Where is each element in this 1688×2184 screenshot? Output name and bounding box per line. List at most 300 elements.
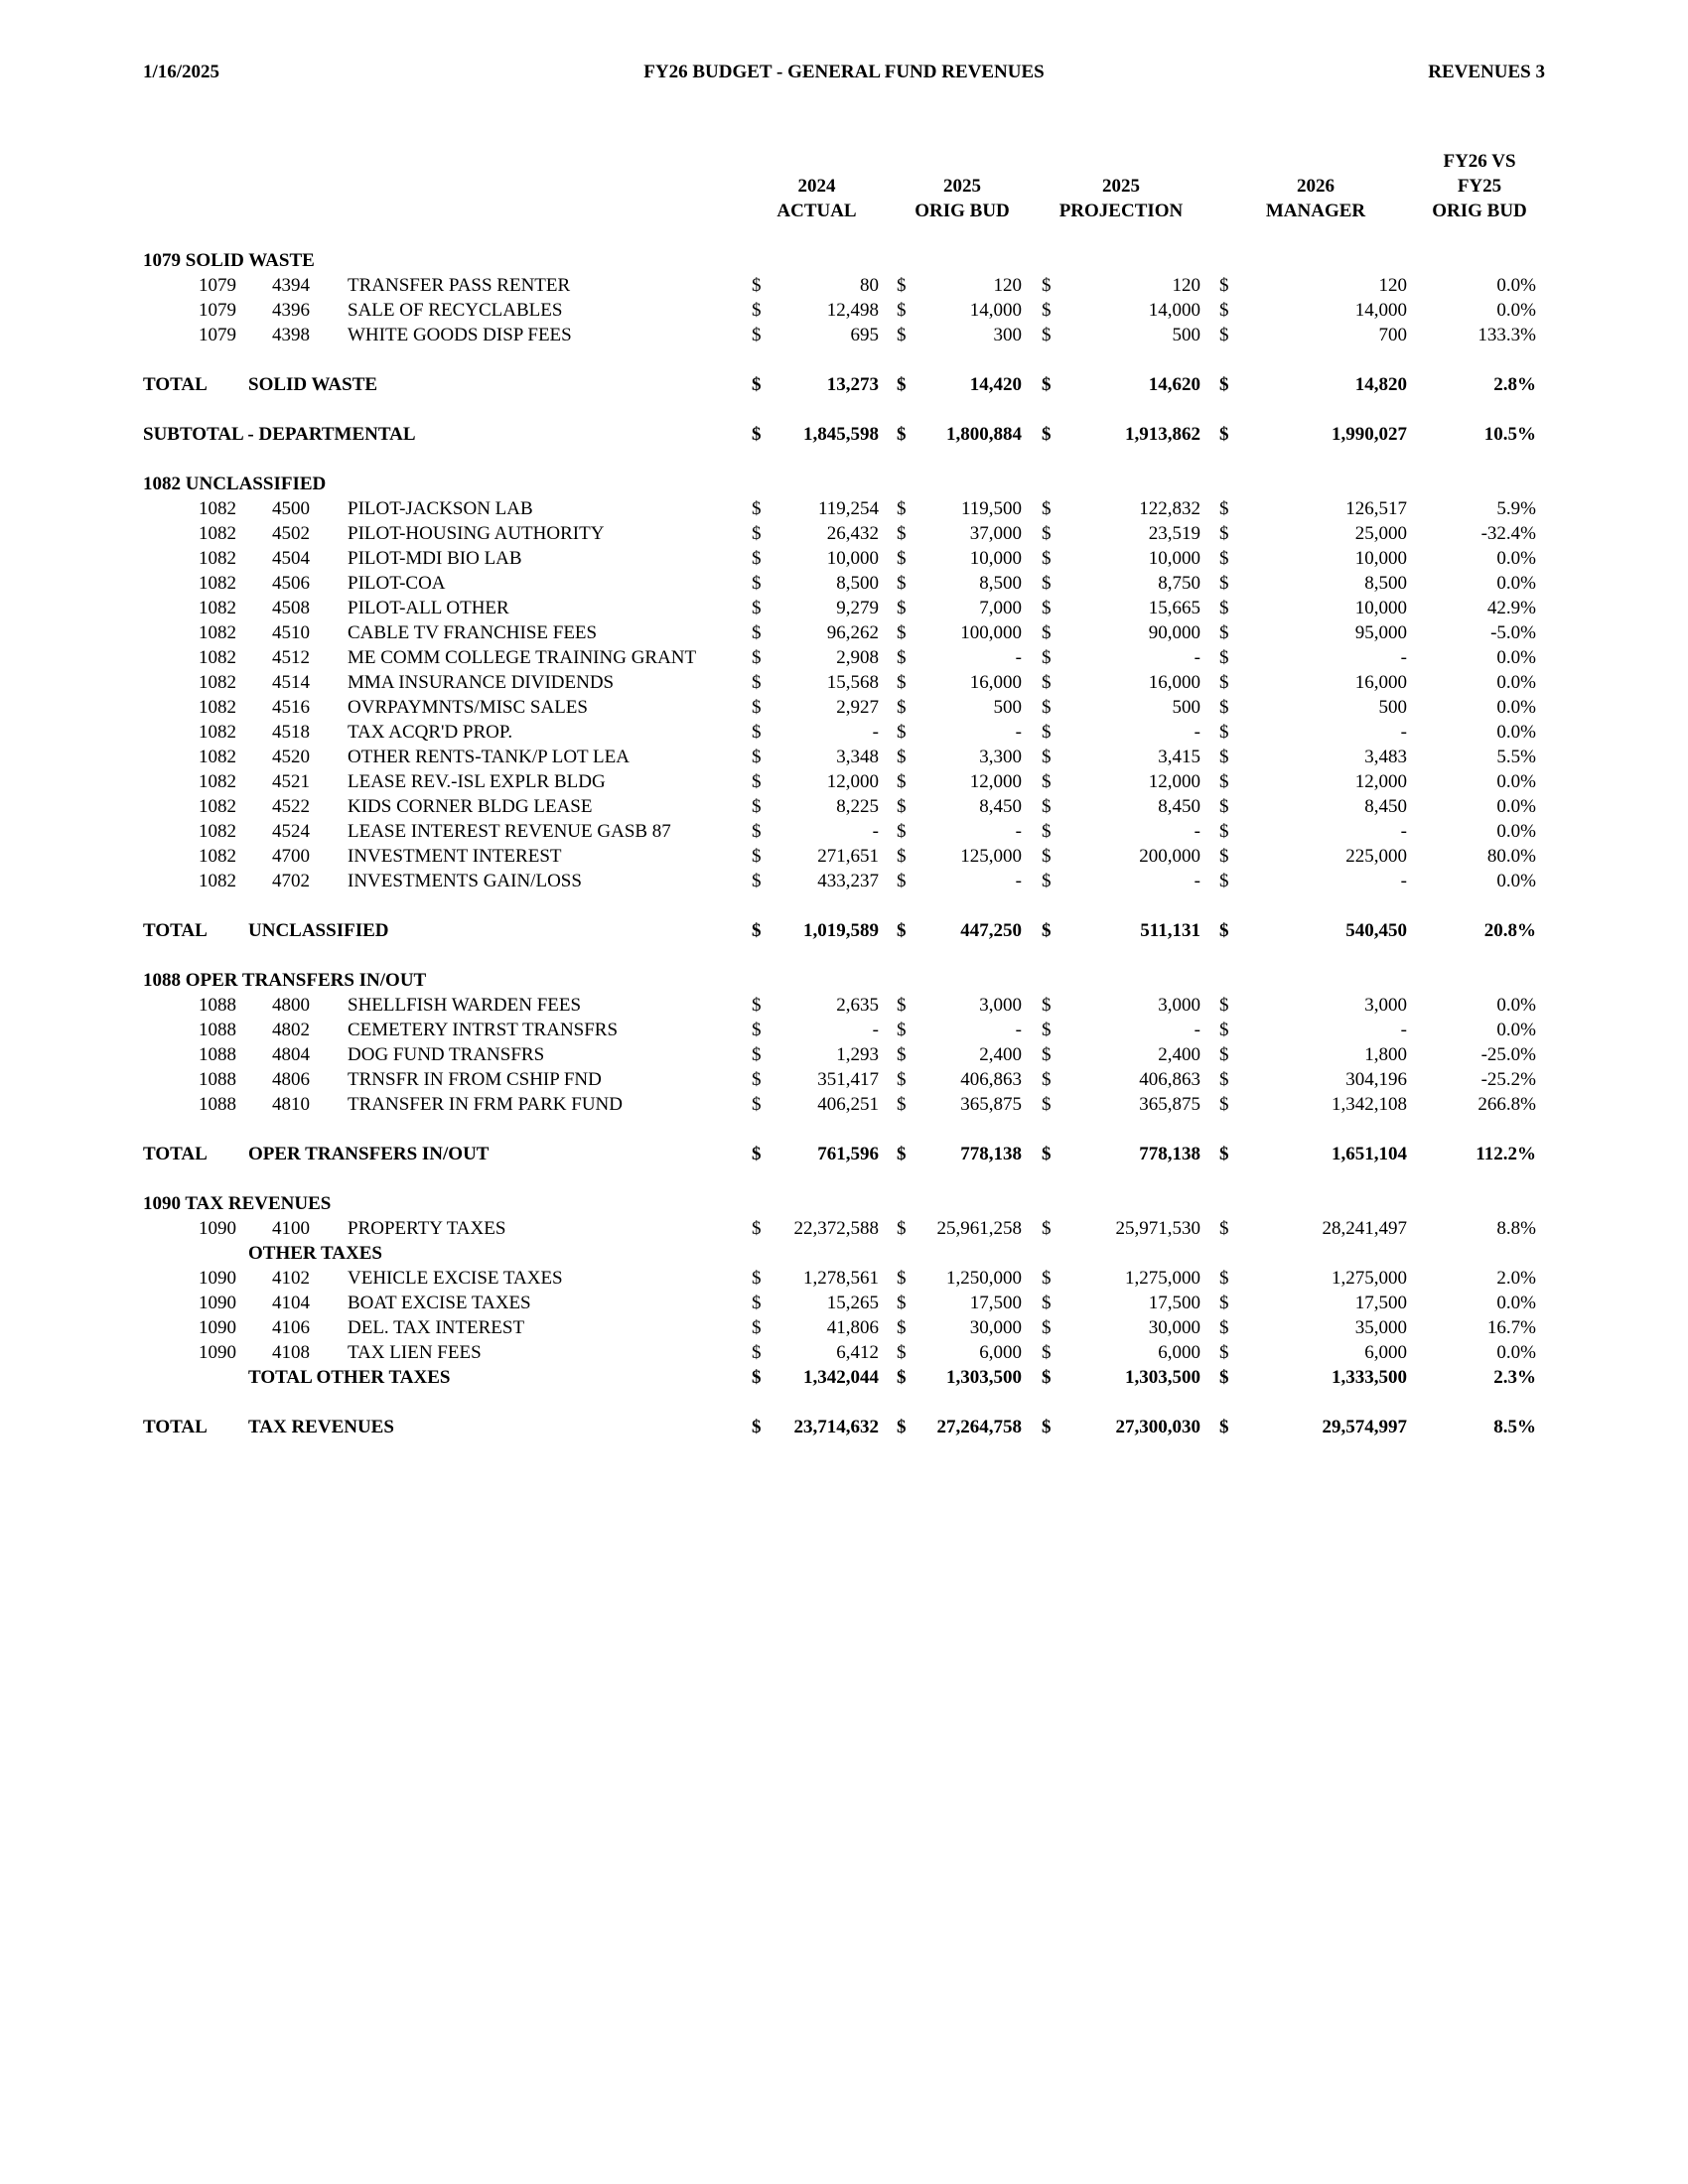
amount-cell: - bbox=[1400, 871, 1407, 891]
dollar-sign: $ bbox=[1042, 622, 1052, 643]
table-row bbox=[0, 1018, 1688, 1042]
account-code: 4524 bbox=[272, 821, 310, 842]
dollar-sign: $ bbox=[897, 1342, 907, 1363]
fund-code: 1090 bbox=[199, 1268, 236, 1289]
dollar-sign: $ bbox=[1219, 722, 1229, 743]
amount-cell: 406,251 bbox=[817, 1094, 879, 1115]
account-code: 4512 bbox=[272, 647, 310, 668]
pct-change-cell: 10.5% bbox=[1483, 424, 1536, 445]
total-row bbox=[0, 918, 1688, 943]
pct-change-cell: 0.0% bbox=[1496, 995, 1536, 1016]
dollar-sign: $ bbox=[1219, 1218, 1229, 1239]
pct-change-cell: 42.9% bbox=[1486, 598, 1536, 618]
amount-cell: 1,275,000 bbox=[1125, 1268, 1200, 1289]
dollar-sign: $ bbox=[1219, 1094, 1229, 1115]
line-description: PROPERTY TAXES bbox=[348, 1218, 506, 1239]
account-code: 4506 bbox=[272, 573, 310, 594]
col-head-2024-actual bbox=[755, 174, 879, 223]
line-description: VEHICLE EXCISE TAXES bbox=[348, 1268, 563, 1289]
col-head-line: 2025 bbox=[943, 176, 981, 197]
amount-cell: 1,303,500 bbox=[1125, 1367, 1200, 1388]
amount-cell: 12,000 bbox=[969, 771, 1022, 792]
dollar-sign: $ bbox=[897, 1069, 907, 1090]
amount-cell: 15,665 bbox=[1148, 598, 1200, 618]
amount-cell: 8,450 bbox=[1158, 796, 1200, 817]
amount-cell: 1,845,598 bbox=[803, 424, 879, 445]
dollar-sign: $ bbox=[1042, 1367, 1052, 1388]
pct-change-cell: -25.2% bbox=[1480, 1069, 1536, 1090]
fund-code: 1082 bbox=[199, 523, 236, 544]
pct-change-cell: 0.0% bbox=[1496, 771, 1536, 792]
line-description: SALE OF RECYCLABLES bbox=[348, 300, 563, 321]
amount-cell: 27,264,758 bbox=[936, 1417, 1022, 1437]
dollar-sign: $ bbox=[1042, 1094, 1052, 1115]
amount-cell: 2,400 bbox=[1158, 1044, 1200, 1065]
dollar-sign: $ bbox=[1042, 821, 1052, 842]
col-head-line: 2024 bbox=[797, 176, 836, 197]
account-code: 4800 bbox=[272, 995, 310, 1016]
dollar-sign: $ bbox=[897, 697, 907, 718]
amount-cell: 120 bbox=[1172, 275, 1200, 296]
pct-change-cell: 133.3% bbox=[1477, 325, 1536, 345]
table-row bbox=[0, 993, 1688, 1018]
dollar-sign: $ bbox=[752, 498, 762, 519]
amount-cell: 37,000 bbox=[969, 523, 1022, 544]
section-heading bbox=[0, 968, 1688, 993]
amount-cell: - bbox=[1015, 1020, 1022, 1040]
dollar-sign: $ bbox=[1219, 1293, 1229, 1313]
fund-code: 1082 bbox=[199, 548, 236, 569]
dollar-sign: $ bbox=[897, 275, 907, 296]
col-head-line: ORIG BUD bbox=[914, 201, 1010, 221]
amount-cell: - bbox=[872, 821, 879, 842]
col-head-line: FY26 VS bbox=[1443, 151, 1516, 172]
amount-cell: 25,971,530 bbox=[1115, 1218, 1200, 1239]
dollar-sign: $ bbox=[1042, 846, 1052, 867]
subtotal-label: TOTAL OTHER TAXES bbox=[248, 1367, 451, 1388]
amount-cell: 2,908 bbox=[836, 647, 879, 668]
col-head-2025-projection bbox=[1047, 174, 1196, 223]
amount-cell: 271,651 bbox=[817, 846, 879, 867]
amount-cell: 500 bbox=[1172, 325, 1200, 345]
amount-cell: 1,333,500 bbox=[1332, 1367, 1407, 1388]
pct-change-cell: 80.0% bbox=[1486, 846, 1536, 867]
amount-cell: 200,000 bbox=[1139, 846, 1200, 867]
dollar-sign: $ bbox=[1219, 1020, 1229, 1040]
dollar-sign: $ bbox=[1042, 300, 1052, 321]
amount-cell: 500 bbox=[1378, 697, 1407, 718]
dollar-sign: $ bbox=[897, 523, 907, 544]
dollar-sign: $ bbox=[1219, 1044, 1229, 1065]
dollar-sign: $ bbox=[752, 1044, 762, 1065]
line-description: OVRPAYMNTS/MISC SALES bbox=[348, 697, 588, 718]
dollar-sign: $ bbox=[1042, 1218, 1052, 1239]
total-label: SOLID WASTE bbox=[248, 374, 378, 395]
amount-cell: 28,241,497 bbox=[1322, 1218, 1407, 1239]
amount-cell: 1,250,000 bbox=[946, 1268, 1022, 1289]
dollar-sign: $ bbox=[1042, 647, 1052, 668]
col-head-fy26-vs-fy25 bbox=[1415, 149, 1544, 223]
account-code: 4510 bbox=[272, 622, 310, 643]
fund-code: 1082 bbox=[199, 722, 236, 743]
line-description: SHELLFISH WARDEN FEES bbox=[348, 995, 582, 1016]
pct-change-cell: 0.0% bbox=[1496, 871, 1536, 891]
table-row bbox=[0, 521, 1688, 546]
amount-cell: 12,000 bbox=[1148, 771, 1200, 792]
dollar-sign: $ bbox=[752, 1268, 762, 1289]
amount-cell: - bbox=[1400, 1020, 1407, 1040]
line-description: LEASE INTEREST REVENUE GASB 87 bbox=[348, 821, 671, 842]
col-head-line: ACTUAL bbox=[776, 201, 857, 221]
table-row bbox=[0, 1315, 1688, 1340]
dollar-sign: $ bbox=[1042, 1293, 1052, 1313]
pct-change-cell: -32.4% bbox=[1480, 523, 1536, 544]
dollar-sign: $ bbox=[1219, 275, 1229, 296]
amount-cell: 8,500 bbox=[979, 573, 1022, 594]
line-description: PILOT-ALL OTHER bbox=[348, 598, 509, 618]
fund-code: 1088 bbox=[199, 995, 236, 1016]
fund-code: 1088 bbox=[199, 1020, 236, 1040]
dollar-sign: $ bbox=[752, 1342, 762, 1363]
dollar-sign: $ bbox=[897, 1367, 907, 1388]
line-description: CABLE TV FRANCHISE FEES bbox=[348, 622, 598, 643]
table-row bbox=[0, 794, 1688, 819]
amount-cell: 90,000 bbox=[1148, 622, 1200, 643]
dollar-sign: $ bbox=[752, 1367, 762, 1388]
amount-cell: 1,303,500 bbox=[946, 1367, 1022, 1388]
account-code: 4502 bbox=[272, 523, 310, 544]
amount-cell: 41,806 bbox=[826, 1317, 879, 1338]
dollar-sign: $ bbox=[1042, 1069, 1052, 1090]
dollar-sign: $ bbox=[1219, 300, 1229, 321]
pct-change-cell: 5.5% bbox=[1496, 747, 1536, 767]
pct-change-cell: 20.8% bbox=[1483, 920, 1536, 941]
pct-change-cell: 8.8% bbox=[1496, 1218, 1536, 1239]
dollar-sign: $ bbox=[1042, 1417, 1052, 1437]
dollar-sign: $ bbox=[1219, 1342, 1229, 1363]
table-row bbox=[0, 670, 1688, 695]
account-code: 4106 bbox=[272, 1317, 310, 1338]
account-code: 4104 bbox=[272, 1293, 310, 1313]
dollar-sign: $ bbox=[1219, 697, 1229, 718]
account-code: 4806 bbox=[272, 1069, 310, 1090]
table-row bbox=[0, 745, 1688, 769]
account-code: 4521 bbox=[272, 771, 310, 792]
amount-cell: 16,000 bbox=[1354, 672, 1407, 693]
amount-cell: - bbox=[1400, 647, 1407, 668]
fund-code: 1082 bbox=[199, 771, 236, 792]
dollar-sign: $ bbox=[1219, 1268, 1229, 1289]
amount-cell: 125,000 bbox=[960, 846, 1022, 867]
amount-cell: 14,000 bbox=[1354, 300, 1407, 321]
amount-cell: 23,714,632 bbox=[793, 1417, 879, 1437]
amount-cell: 22,372,588 bbox=[793, 1218, 879, 1239]
pct-change-cell: 0.0% bbox=[1496, 722, 1536, 743]
total-prefix: TOTAL bbox=[143, 1144, 208, 1164]
amount-cell: 3,483 bbox=[1364, 747, 1407, 767]
amount-cell: 1,293 bbox=[836, 1044, 879, 1065]
table-row bbox=[0, 844, 1688, 869]
section-title: 1090 TAX REVENUES bbox=[143, 1193, 332, 1214]
account-code: 4518 bbox=[272, 722, 310, 743]
amount-cell: 3,415 bbox=[1158, 747, 1200, 767]
amount-cell: 25,000 bbox=[1354, 523, 1407, 544]
amount-cell: 14,820 bbox=[1354, 374, 1407, 395]
total-prefix: TOTAL bbox=[143, 374, 208, 395]
subtotal-row bbox=[0, 422, 1688, 447]
table-row bbox=[0, 323, 1688, 347]
amount-cell: 30,000 bbox=[1148, 1317, 1200, 1338]
dollar-sign: $ bbox=[1042, 548, 1052, 569]
table-row bbox=[0, 273, 1688, 298]
fund-code: 1079 bbox=[199, 325, 236, 345]
line-description: TAX LIEN FEES bbox=[348, 1342, 482, 1363]
dollar-sign: $ bbox=[1219, 647, 1229, 668]
col-head-line: ORIG BUD bbox=[1432, 201, 1527, 221]
line-description: OTHER RENTS-TANK/P LOT LEA bbox=[348, 747, 630, 767]
table-row bbox=[0, 1266, 1688, 1291]
amount-cell: 10,000 bbox=[1354, 548, 1407, 569]
dollar-sign: $ bbox=[752, 796, 762, 817]
amount-cell: 100,000 bbox=[960, 622, 1022, 643]
account-code: 4522 bbox=[272, 796, 310, 817]
fund-code: 1090 bbox=[199, 1317, 236, 1338]
dollar-sign: $ bbox=[1219, 498, 1229, 519]
col-head-line: FY25 bbox=[1457, 176, 1502, 197]
report-title: FY26 BUDGET - GENERAL FUND REVENUES bbox=[643, 62, 1045, 82]
account-code: 4504 bbox=[272, 548, 310, 569]
dollar-sign: $ bbox=[1042, 325, 1052, 345]
dollar-sign: $ bbox=[1042, 1020, 1052, 1040]
amount-cell: 7,000 bbox=[979, 598, 1022, 618]
amount-cell: 14,420 bbox=[969, 374, 1022, 395]
col-head-line: MANAGER bbox=[1265, 201, 1366, 221]
fund-code: 1082 bbox=[199, 573, 236, 594]
dollar-sign: $ bbox=[752, 275, 762, 296]
dollar-sign: $ bbox=[1042, 1317, 1052, 1338]
table-row bbox=[0, 1067, 1688, 1092]
line-description: INVESTMENTS GAIN/LOSS bbox=[348, 871, 582, 891]
subsection-heading bbox=[0, 1241, 1688, 1266]
line-description: KIDS CORNER BLDG LEASE bbox=[348, 796, 593, 817]
col-head-2025-orig-bud bbox=[898, 174, 1027, 223]
amount-cell: 3,000 bbox=[1158, 995, 1200, 1016]
dollar-sign: $ bbox=[1219, 672, 1229, 693]
total-row bbox=[0, 1415, 1688, 1439]
dollar-sign: $ bbox=[1219, 1417, 1229, 1437]
amount-cell: 15,568 bbox=[826, 672, 879, 693]
dollar-sign: $ bbox=[897, 722, 907, 743]
pct-change-cell: 0.0% bbox=[1496, 821, 1536, 842]
dollar-sign: $ bbox=[897, 300, 907, 321]
dollar-sign: $ bbox=[1219, 1069, 1229, 1090]
amount-cell: 500 bbox=[993, 697, 1022, 718]
amount-cell: - bbox=[1400, 722, 1407, 743]
pct-change-cell: 2.8% bbox=[1493, 374, 1536, 395]
pct-change-cell: 0.0% bbox=[1496, 1293, 1536, 1313]
line-description: BOAT EXCISE TAXES bbox=[348, 1293, 531, 1313]
amount-cell: 10,000 bbox=[1148, 548, 1200, 569]
dollar-sign: $ bbox=[752, 995, 762, 1016]
fund-code: 1082 bbox=[199, 647, 236, 668]
dollar-sign: $ bbox=[897, 1020, 907, 1040]
amount-cell: 1,275,000 bbox=[1332, 1268, 1407, 1289]
line-description: INVESTMENT INTEREST bbox=[348, 846, 562, 867]
amount-cell: 1,913,862 bbox=[1125, 424, 1200, 445]
dollar-sign: $ bbox=[1042, 697, 1052, 718]
pct-change-cell: 266.8% bbox=[1477, 1094, 1536, 1115]
pct-change-cell: 16.7% bbox=[1486, 1317, 1536, 1338]
total-row bbox=[0, 372, 1688, 397]
dollar-sign: $ bbox=[897, 672, 907, 693]
dollar-sign: $ bbox=[752, 573, 762, 594]
pct-change-cell: 0.0% bbox=[1496, 1342, 1536, 1363]
dollar-sign: $ bbox=[897, 498, 907, 519]
account-code: 4100 bbox=[272, 1218, 310, 1239]
dollar-sign: $ bbox=[752, 300, 762, 321]
dollar-sign: $ bbox=[752, 1144, 762, 1164]
line-description: WHITE GOODS DISP FEES bbox=[348, 325, 572, 345]
amount-cell: 25,961,258 bbox=[936, 1218, 1022, 1239]
amount-cell: 1,800 bbox=[1364, 1044, 1407, 1065]
fund-code: 1082 bbox=[199, 697, 236, 718]
dollar-sign: $ bbox=[1219, 747, 1229, 767]
line-description: DEL. TAX INTEREST bbox=[348, 1317, 525, 1338]
amount-cell: 120 bbox=[1378, 275, 1407, 296]
col-head-line: 2025 bbox=[1102, 176, 1140, 197]
amount-cell: 8,500 bbox=[836, 573, 879, 594]
account-code: 4804 bbox=[272, 1044, 310, 1065]
dollar-sign: $ bbox=[1219, 325, 1229, 345]
amount-cell: 300 bbox=[993, 325, 1022, 345]
line-description: TRANSFER PASS RENTER bbox=[348, 275, 571, 296]
amount-cell: 17,500 bbox=[1354, 1293, 1407, 1313]
total-label: UNCLASSIFIED bbox=[248, 920, 389, 941]
amount-cell: 700 bbox=[1378, 325, 1407, 345]
amount-cell: - bbox=[1015, 647, 1022, 668]
amount-cell: 27,300,030 bbox=[1115, 1417, 1200, 1437]
dollar-sign: $ bbox=[1042, 722, 1052, 743]
dollar-sign: $ bbox=[752, 1020, 762, 1040]
amount-cell: 2,400 bbox=[979, 1044, 1022, 1065]
amount-cell: 3,348 bbox=[836, 747, 879, 767]
dollar-sign: $ bbox=[752, 771, 762, 792]
table-row bbox=[0, 645, 1688, 670]
dollar-sign: $ bbox=[752, 622, 762, 643]
dollar-sign: $ bbox=[1042, 1144, 1052, 1164]
dollar-sign: $ bbox=[1042, 573, 1052, 594]
line-description: LEASE REV.-ISL EXPLR BLDG bbox=[348, 771, 606, 792]
amount-cell: 12,000 bbox=[826, 771, 879, 792]
total-label: OPER TRANSFERS IN/OUT bbox=[248, 1144, 490, 1164]
amount-cell: 1,278,561 bbox=[803, 1268, 879, 1289]
subsection-title: OTHER TAXES bbox=[248, 1243, 382, 1264]
dollar-sign: $ bbox=[1042, 871, 1052, 891]
amount-cell: 122,832 bbox=[1139, 498, 1200, 519]
amount-cell: 3,000 bbox=[979, 995, 1022, 1016]
account-code: 4398 bbox=[272, 325, 310, 345]
dollar-sign: $ bbox=[1042, 424, 1052, 445]
dollar-sign: $ bbox=[1219, 796, 1229, 817]
dollar-sign: $ bbox=[1219, 573, 1229, 594]
total-prefix: TOTAL bbox=[143, 1417, 208, 1437]
amount-cell: 12,000 bbox=[1354, 771, 1407, 792]
dollar-sign: $ bbox=[752, 374, 762, 395]
amount-cell: 1,651,104 bbox=[1332, 1144, 1407, 1164]
amount-cell: 14,620 bbox=[1148, 374, 1200, 395]
pct-change-cell: 0.0% bbox=[1496, 672, 1536, 693]
fund-code: 1082 bbox=[199, 821, 236, 842]
dollar-sign: $ bbox=[752, 747, 762, 767]
dollar-sign: $ bbox=[752, 1218, 762, 1239]
line-description: TRNSFR IN FROM CSHIP FND bbox=[348, 1069, 602, 1090]
dollar-sign: $ bbox=[1219, 1144, 1229, 1164]
dollar-sign: $ bbox=[1219, 622, 1229, 643]
amount-cell: 8,450 bbox=[979, 796, 1022, 817]
amount-cell: 406,863 bbox=[1139, 1069, 1200, 1090]
dollar-sign: $ bbox=[752, 672, 762, 693]
amount-cell: - bbox=[1015, 722, 1022, 743]
pct-change-cell: 2.3% bbox=[1493, 1367, 1536, 1388]
table-row bbox=[0, 620, 1688, 645]
amount-cell: 13,273 bbox=[826, 374, 879, 395]
account-code: 4508 bbox=[272, 598, 310, 618]
pct-change-cell: 0.0% bbox=[1496, 647, 1536, 668]
fund-code: 1088 bbox=[199, 1094, 236, 1115]
table-row bbox=[0, 769, 1688, 794]
dollar-sign: $ bbox=[1042, 498, 1052, 519]
dollar-sign: $ bbox=[1219, 920, 1229, 941]
dollar-sign: $ bbox=[752, 548, 762, 569]
line-description: DOG FUND TRANSFRS bbox=[348, 1044, 545, 1065]
dollar-sign: $ bbox=[752, 722, 762, 743]
amount-cell: 95,000 bbox=[1354, 622, 1407, 643]
line-description: PILOT-HOUSING AUTHORITY bbox=[348, 523, 605, 544]
pct-change-cell: 0.0% bbox=[1496, 697, 1536, 718]
amount-cell: 304,196 bbox=[1345, 1069, 1407, 1090]
dollar-sign: $ bbox=[897, 374, 907, 395]
dollar-sign: $ bbox=[1042, 747, 1052, 767]
dollar-sign: $ bbox=[897, 325, 907, 345]
fund-code: 1090 bbox=[199, 1293, 236, 1313]
dollar-sign: $ bbox=[897, 573, 907, 594]
amount-cell: 6,412 bbox=[836, 1342, 879, 1363]
fund-code: 1088 bbox=[199, 1069, 236, 1090]
pct-change-cell: 2.0% bbox=[1496, 1268, 1536, 1289]
account-code: 4514 bbox=[272, 672, 310, 693]
amount-cell: 6,000 bbox=[1364, 1342, 1407, 1363]
dollar-sign: $ bbox=[1042, 771, 1052, 792]
dollar-sign: $ bbox=[897, 598, 907, 618]
amount-cell: 2,635 bbox=[836, 995, 879, 1016]
dollar-sign: $ bbox=[897, 771, 907, 792]
amount-cell: 9,279 bbox=[836, 598, 879, 618]
amount-cell: 12,498 bbox=[826, 300, 879, 321]
dollar-sign: $ bbox=[897, 796, 907, 817]
amount-cell: 29,574,997 bbox=[1322, 1417, 1407, 1437]
pct-change-cell: 112.2% bbox=[1476, 1144, 1536, 1164]
amount-cell: 2,927 bbox=[836, 697, 879, 718]
amount-cell: 26,432 bbox=[826, 523, 879, 544]
subtotal-label: SUBTOTAL - DEPARTMENTAL bbox=[143, 424, 416, 445]
subtotal-row bbox=[0, 1365, 1688, 1390]
amount-cell: 126,517 bbox=[1345, 498, 1407, 519]
dollar-sign: $ bbox=[897, 1044, 907, 1065]
amount-cell: 17,500 bbox=[969, 1293, 1022, 1313]
section-heading bbox=[0, 472, 1688, 496]
amount-cell: 23,519 bbox=[1148, 523, 1200, 544]
account-code: 4520 bbox=[272, 747, 310, 767]
